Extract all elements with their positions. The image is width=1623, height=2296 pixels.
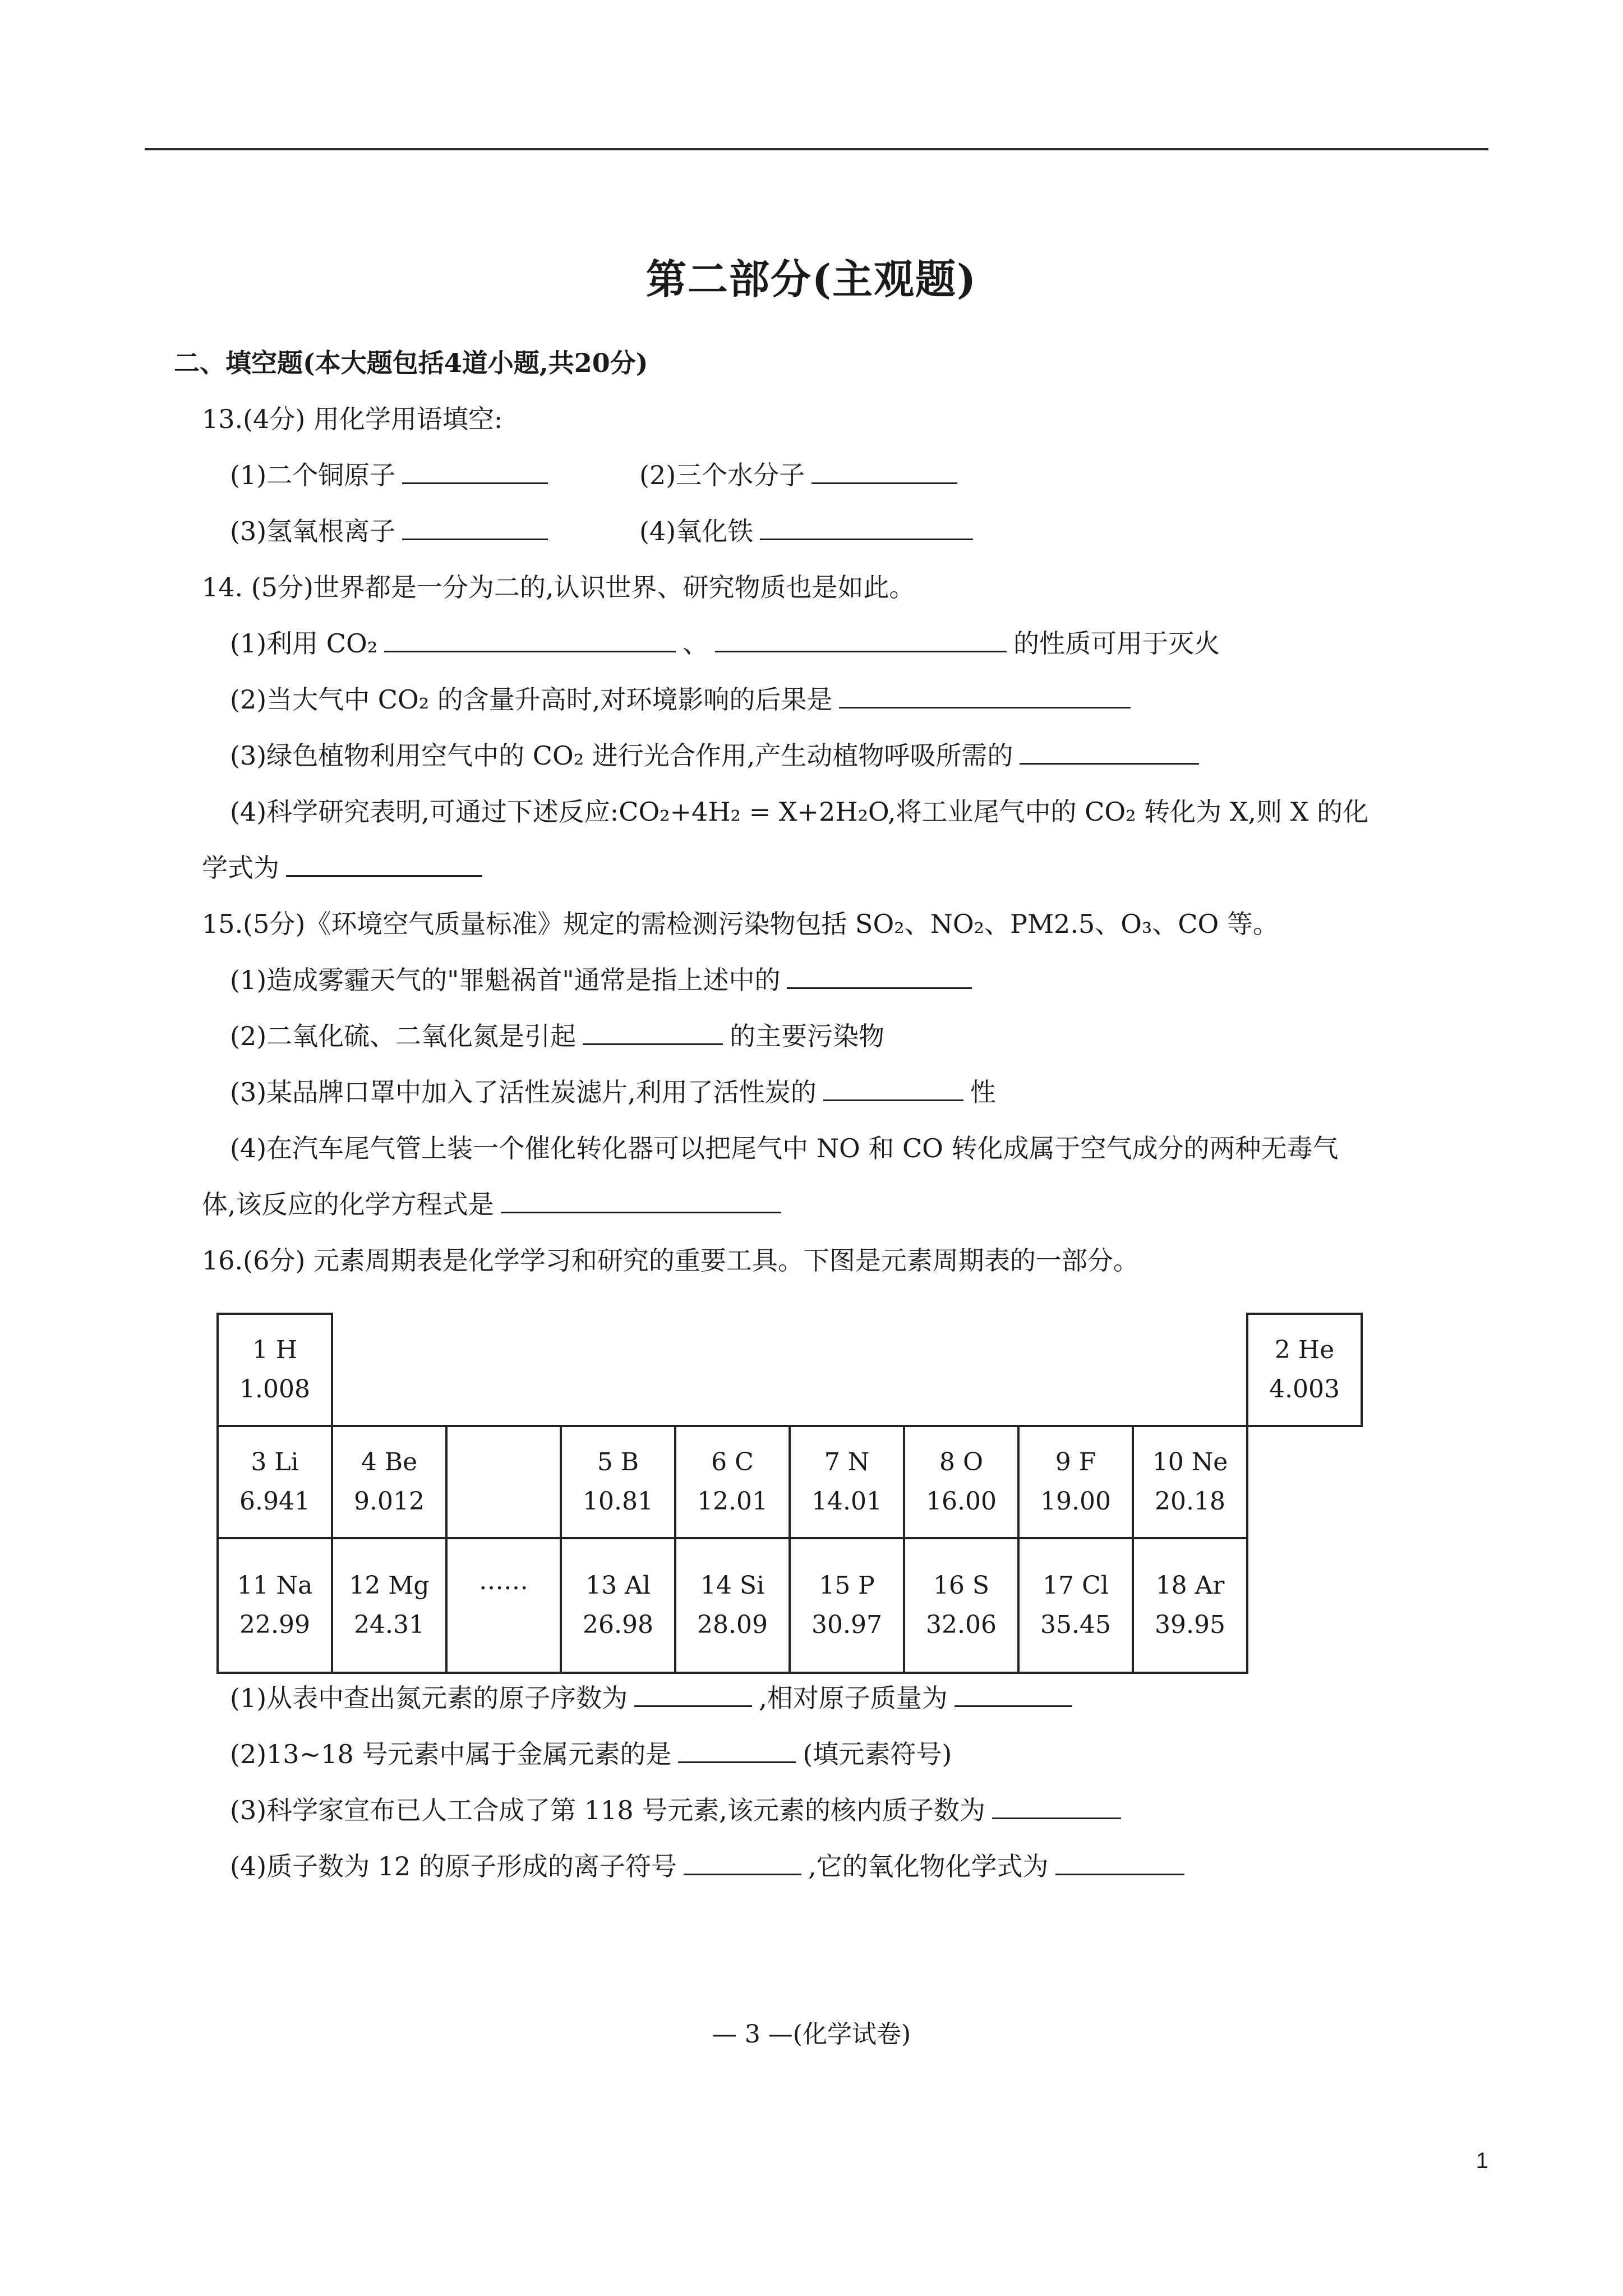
q16-part1-text-a: (1)从表中查出氮元素的原子序数为 [230,1683,628,1713]
element-cell-b [561,1426,675,1538]
q14-part1-text-a: (1)利用 CO₂ [230,628,378,659]
q14-part1 [230,628,1220,659]
answer-blank[interactable] [678,1739,796,1763]
q13-stem: 13.(4分) 用化学用语填空: [202,404,503,434]
element-symbol: 1 H [252,1335,298,1364]
q16-part2 [230,1739,952,1770]
table-row [218,1538,1362,1673]
q13-part1 [230,460,555,491]
q14-part4-cont [202,853,489,884]
q16-part2-text-b: (填元素符号) [803,1739,952,1769]
q13-part1-text: (1)二个铜原子 [230,460,396,490]
q16-part4 [230,1851,1191,1882]
q13-part2-text: (2)三个水分子 [639,460,805,490]
answer-blank[interactable] [402,460,548,484]
element-mass: 39.95 [1155,1611,1225,1639]
answer-blank[interactable] [715,628,1007,652]
element-mass: 14.01 [811,1487,882,1516]
q14-part3 [230,740,1206,771]
table-row [218,1314,1362,1426]
element-cell-na [218,1538,332,1673]
element-cell-ne [1133,1426,1247,1538]
element-cell-n [790,1426,904,1538]
element-symbol: 17 Cl [1043,1571,1109,1600]
element-symbol: 6 C [711,1447,754,1476]
q13-part4-text: (4)氧化铁 [639,516,754,546]
element-symbol: 11 Na [237,1571,313,1600]
q15-part4: (4)在汽车尾气管上装一个催化转化器可以把尾气中 NO 和 CO 转化成属于空气成分的两种无毒气 [230,1133,1339,1163]
element-cell-al [561,1538,675,1673]
element-cell-p [790,1538,904,1673]
section-heading: 二、填空题(本大题包括4道小题,共20分) [174,348,648,378]
element-mass: 10.81 [583,1487,653,1516]
periodic-table [216,1313,1363,1674]
element-cell-c [675,1426,790,1538]
answer-blank[interactable] [1055,1851,1184,1875]
element-symbol: 5 B [597,1447,639,1476]
element-symbol: 7 N [824,1447,870,1476]
element-cell-ar [1133,1538,1247,1673]
element-cell-li [218,1426,332,1538]
element-symbol: 4 Be [361,1447,418,1476]
element-mass: 4.003 [1269,1375,1340,1404]
answer-blank[interactable] [286,853,482,877]
element-mass: 9.012 [354,1487,425,1516]
element-cell-h [218,1314,332,1426]
q14-part2-text: (2)当大气中 CO₂ 的含量升高时,对环境影响的后果是 [230,684,833,715]
q14-part2 [230,684,1137,715]
element-mass: 20.18 [1155,1487,1225,1516]
q15-part4-cont [202,1189,788,1220]
element-mass: 6.941 [239,1487,310,1516]
answer-blank[interactable] [634,1683,752,1707]
element-cell-s [904,1538,1018,1673]
answer-blank[interactable] [684,1851,801,1875]
element-symbol: 8 O [939,1447,984,1476]
q14-part4: (4)科学研究表明,可通过下述反应:CO₂+4H₂ = X+2H₂O,将工业尾气中的 CO₂ 转化为 X,则 X 的化 [230,797,1369,827]
element-symbol: 2 He [1274,1335,1335,1364]
q13-part2 [639,460,964,491]
element-symbol: 14 Si [700,1571,765,1600]
element-symbol: 12 Mg [349,1571,430,1600]
element-symbol: 10 Ne [1152,1447,1228,1476]
answer-blank[interactable] [955,1683,1072,1707]
element-symbol: 18 Ar [1155,1571,1225,1600]
q15-part1 [230,965,979,996]
answer-blank[interactable] [811,460,957,484]
table-row [218,1426,1362,1538]
q16-stem: 16.(6分) 元素周期表是化学学习和研究的重要工具。下图是元素周期表的一部分。 [202,1245,1139,1276]
q15-part3-text-b: 性 [970,1077,996,1107]
answer-blank[interactable] [992,1795,1121,1819]
element-cell-si [675,1538,790,1673]
element-mass: 32.06 [926,1611,997,1639]
q13-part3 [230,516,555,547]
q15-part1-text: (1)造成雾霾天气的"罪魁祸首"通常是指上述中的 [230,965,781,995]
element-mass: 35.45 [1040,1611,1111,1639]
element-mass: 1.008 [239,1375,310,1404]
element-cell-cl [1018,1538,1133,1673]
answer-blank[interactable] [760,516,973,540]
q15-part3-text-a: (3)某品牌口罩中加入了活性炭滤片,利用了活性炭的 [230,1077,817,1107]
q16-part2-text-a: (2)13~18 号元素中属于金属元素的是 [230,1739,672,1769]
q16-part3-text: (3)科学家宣布已人工合成了第 118 号元素,该元素的核内质子数为 [230,1795,985,1825]
q16-part4-text-a: (4)质子数为 12 的原子形成的离子符号 [230,1851,677,1881]
element-mass: 30.97 [811,1611,882,1639]
q14-stem: 14. (5分)世界都是一分为二的,认识世界、研究物质也是如此。 [202,572,915,602]
element-cell-f [1018,1426,1133,1538]
element-symbol: 16 S [933,1571,990,1600]
element-mass: 12.01 [697,1487,768,1516]
element-mass: 22.99 [239,1611,310,1639]
answer-blank[interactable] [384,628,676,652]
element-symbol: 15 P [819,1571,875,1600]
q14-part3-text: (3)绿色植物利用空气中的 CO₂ 进行光合作用,产生动植物呼吸所需的 [230,740,1013,771]
q13-part3-text: (3)氢氧根离子 [230,516,396,546]
answer-blank[interactable] [823,1077,963,1101]
answer-blank[interactable] [583,1021,723,1045]
element-mass: 19.00 [1040,1487,1111,1516]
page-title: 第二部分(主观题) [645,255,978,303]
q15-part2-text-b: 的主要污染物 [730,1021,885,1051]
element-cell-o [904,1426,1018,1538]
q14-part1-text-b: 的性质可用于灭火 [1013,628,1220,659]
q16-part1 [230,1683,1079,1714]
q15-part4-cont-text: 体,该反应的化学方程式是 [202,1189,494,1220]
q16-part3 [230,1795,1128,1826]
answer-blank[interactable] [839,684,1131,708]
page-footer: — 3 —(化学试卷) [712,2020,911,2049]
q13-part4 [639,516,980,547]
element-cell-he [1247,1314,1362,1426]
answer-blank[interactable] [1020,740,1199,765]
element-mass: 16.00 [926,1487,997,1516]
q14-part4-cont-text: 学式为 [202,853,279,883]
element-symbol: 9 F [1055,1447,1096,1476]
q15-part2-text-a: (2)二氧化硫、二氧化氮是引起 [230,1021,577,1051]
element-mass: 24.31 [354,1611,425,1639]
element-cell-be [332,1426,446,1538]
page-number: 1 [1476,2148,1488,2173]
element-mass: 28.09 [697,1611,768,1639]
q15-part2 [230,1021,884,1052]
q15-stem: 15.(5分)《环境空气质量标准》规定的需检测污染物包括 SO₂、NO₂、PM2.5、O₃、CO 等。 [202,909,1279,939]
table-ellipsis: …… [446,1538,561,1673]
q14-part1-sep: 、 [683,628,709,659]
answer-blank[interactable] [787,965,972,989]
q15-part3 [230,1077,996,1108]
element-cell-mg [332,1538,446,1673]
answer-blank[interactable] [402,516,548,540]
top-rule [145,148,1488,150]
q16-part1-text-b: ,相对原子质量为 [759,1683,948,1713]
element-symbol: 13 Al [585,1571,651,1600]
q16-part4-text-b: ,它的氧化物化学式为 [808,1851,1049,1881]
element-mass: 26.98 [583,1611,653,1639]
element-symbol: 3 Li [251,1447,299,1476]
answer-blank[interactable] [501,1189,781,1213]
